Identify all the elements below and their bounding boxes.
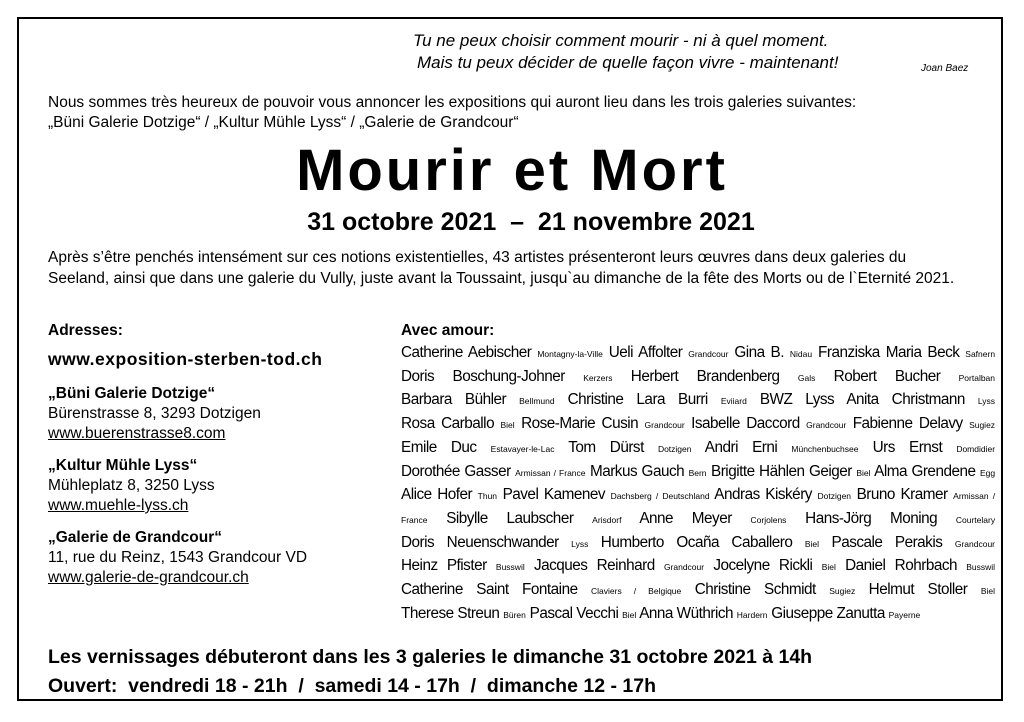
artist-name: Isabelle Daccord bbox=[691, 415, 800, 433]
gallery-link[interactable]: www.muehle-lyss.ch bbox=[48, 497, 189, 514]
artist-item bbox=[568, 439, 691, 456]
artist-location: Hardern bbox=[736, 609, 768, 620]
artist-item bbox=[771, 605, 920, 622]
artist-location: Lyss bbox=[571, 538, 589, 549]
artist-name: Giuseppe Zanutta bbox=[771, 604, 885, 622]
artist-location: Biel bbox=[856, 467, 871, 478]
quote-line-1: Tu ne peux choisir comment mourir - ni à quel moment. bbox=[413, 31, 829, 50]
artist-item bbox=[401, 463, 586, 480]
artist-name: Bruno Kramer bbox=[856, 486, 948, 504]
artist-item bbox=[705, 439, 859, 456]
artist-item bbox=[874, 463, 995, 480]
artist-location: Busswil bbox=[495, 562, 525, 573]
artist-name: Emile Duc bbox=[401, 438, 477, 456]
artist-item bbox=[530, 605, 637, 622]
artist-name: Daniel Rohrbach bbox=[845, 557, 958, 575]
artist-item bbox=[873, 439, 995, 456]
artist-name: Helmut Stoller bbox=[868, 581, 968, 599]
artist-name: Jacques Reinhard bbox=[533, 557, 655, 575]
artist-item bbox=[832, 534, 996, 551]
artist-item bbox=[401, 439, 554, 456]
artist-location: Grandcour bbox=[954, 538, 996, 549]
artist-name: Hans-Jörg Moning bbox=[805, 509, 938, 527]
artist-item bbox=[805, 510, 995, 527]
artist-item bbox=[534, 557, 704, 574]
artist-location: Egg bbox=[979, 467, 996, 478]
artist-name: Alma Grendene bbox=[874, 462, 976, 480]
artist-location: Biel bbox=[821, 562, 836, 573]
artist-item bbox=[818, 344, 995, 361]
artist-name: Christine Lara Burri bbox=[567, 391, 708, 409]
artist-location: Safnern bbox=[965, 349, 996, 359]
artist-location: Domdidier bbox=[956, 443, 996, 454]
artist-location: Dotzigen bbox=[817, 491, 852, 502]
artist-item bbox=[401, 486, 497, 503]
epigraph-quote bbox=[413, 30, 969, 74]
artist-name: Therese Streun bbox=[401, 604, 500, 622]
artist-location: Eviiard bbox=[720, 396, 747, 407]
artist-location: Grandcour bbox=[688, 349, 729, 359]
artist-location: Portalban bbox=[958, 372, 996, 383]
artist-name: Anne Meyer bbox=[639, 509, 732, 527]
artist-name: Urs Ernst bbox=[872, 438, 943, 456]
artist-name: Andras Kiskéry bbox=[714, 486, 812, 504]
artist-name: BWZ Lyss Anita Christmann bbox=[759, 391, 965, 409]
artist-location: Bellmund bbox=[519, 396, 555, 407]
artist-name: Fabienne Delavy bbox=[852, 415, 963, 433]
gallery-name: „Büni Galerie Dotzige“ bbox=[48, 385, 216, 402]
artist-item bbox=[401, 368, 613, 385]
artist-item bbox=[695, 581, 856, 598]
artist-item bbox=[401, 344, 603, 361]
website-link[interactable]: www.exposition-sterben-tod.ch bbox=[48, 349, 323, 369]
artist-item bbox=[711, 463, 871, 480]
quote-author: Joan Baez bbox=[921, 63, 969, 74]
artist-name: Gina B. bbox=[734, 344, 784, 361]
artist-name: Andri Erni bbox=[704, 438, 778, 456]
description-paragraph: Après s’être penchés intensément sur ces notions existentielles, 43 artistes présenteront leurs œuvres dans deux galeries du Seeland, ainsi que dans une galerie du Vully, juste avant la Toussaint, jusqu`au dimanche de la fête des Morts ou de l`Eternité 2021. bbox=[48, 249, 955, 287]
opening-hours-line: Ouvert: vendredi 18 - 21h / samedi 14 - 17h / dimanche 12 - 17h bbox=[48, 675, 656, 697]
gallery-address: Mühleplatz 8, 3250 Lyss bbox=[48, 477, 215, 494]
artist-location: Sugiez bbox=[829, 586, 856, 597]
artist-item bbox=[401, 534, 588, 551]
artist-location: Claviers / Belgique bbox=[591, 586, 682, 597]
artist-location: Münchenbuchsee bbox=[791, 443, 859, 454]
artist-item bbox=[631, 368, 816, 385]
artist-name: Doris Neuenschwander bbox=[401, 533, 559, 551]
addresses-column bbox=[48, 320, 388, 588]
artist-name: Catherine Saint Fontaine bbox=[401, 581, 578, 599]
artists-heading: Avec amour: bbox=[401, 322, 495, 339]
artist-name: Alice Hofer bbox=[401, 486, 473, 504]
artist-location: Biel bbox=[804, 538, 820, 549]
gallery-block bbox=[48, 528, 388, 588]
artist-item bbox=[845, 557, 995, 574]
artist-name: Pascale Perakis bbox=[831, 533, 943, 551]
artist-location: Payerne bbox=[888, 609, 921, 620]
artist-item bbox=[609, 344, 729, 361]
artists-list bbox=[401, 342, 995, 626]
exhibition-dates: 31 octobre 2021 – 21 novembre 2021 bbox=[307, 208, 755, 236]
artist-location: Kerzers bbox=[583, 372, 613, 383]
artist-item bbox=[590, 463, 707, 480]
artist-name: Jocelyne Rickli bbox=[713, 557, 813, 575]
artist-location: Dotzigen bbox=[657, 443, 692, 454]
gallery-address: Bürenstrasse 8, 3293 Dotzigen bbox=[48, 405, 261, 422]
artist-name: Brigitte Hählen Geiger bbox=[711, 462, 852, 480]
artist-item bbox=[601, 534, 819, 551]
artist-item bbox=[568, 391, 747, 408]
artist-name: Anna Wüthrich bbox=[639, 604, 734, 622]
artist-item bbox=[639, 510, 786, 527]
intro-line-2: „Büni Galerie Dotzige“ / „Kultur Mühle Lyss“ / „Galerie de Grandcour“ bbox=[48, 114, 519, 131]
artist-location: Nidau bbox=[789, 349, 813, 359]
artist-item bbox=[401, 557, 525, 574]
artist-name: Doris Boschung-Johner bbox=[401, 367, 565, 385]
artists-column bbox=[401, 320, 995, 626]
artist-location: Armissan / France bbox=[401, 491, 996, 525]
footer-info bbox=[48, 643, 812, 701]
artist-name: Herbert Brandenberg bbox=[630, 367, 780, 385]
artist-name: Rose-Marie Cusin bbox=[521, 415, 639, 433]
artist-location: Biel bbox=[980, 586, 996, 597]
artist-item bbox=[834, 368, 995, 385]
artist-location: Montagny-la-Ville bbox=[537, 349, 603, 359]
artist-location: Biel bbox=[500, 420, 515, 431]
artist-name: Dorothée Gasser bbox=[401, 462, 511, 480]
gallery-link[interactable]: www.buerenstrasse8.com bbox=[48, 425, 226, 442]
artist-name: Christine Schmidt bbox=[694, 581, 816, 599]
artist-location: Grandcour bbox=[663, 562, 705, 573]
artist-location: Corjolens bbox=[750, 514, 787, 525]
artist-item bbox=[446, 510, 621, 527]
artist-location: Armissan / France bbox=[515, 467, 586, 478]
artist-item bbox=[760, 391, 995, 408]
artist-item bbox=[853, 415, 995, 432]
artist-location: Courtelary bbox=[955, 514, 996, 525]
artist-location: Thun bbox=[477, 491, 498, 502]
vernissage-line: Les vernissages débuteront dans les 3 galeries le dimanche 31 octobre 2021 à 14h bbox=[48, 646, 813, 668]
gallery-address: 11, rue du Reinz, 1543 Grandcour VD bbox=[48, 549, 308, 566]
artist-item bbox=[714, 486, 851, 503]
artist-location: Gals bbox=[797, 372, 816, 383]
artist-item bbox=[713, 557, 836, 574]
artist-name: Barbara Bühler bbox=[401, 391, 507, 409]
artist-name: Franziska Maria Beck bbox=[818, 344, 960, 361]
artist-location: Arisdorf bbox=[592, 514, 622, 525]
gallery-name: „Kultur Mühle Lyss“ bbox=[48, 457, 198, 474]
artist-item bbox=[734, 344, 812, 361]
gallery-link[interactable]: www.galerie-de-grandcour.ch bbox=[48, 569, 249, 586]
gallery-name: „Galerie de Grandcour“ bbox=[48, 529, 222, 546]
artist-name: Sibylle Laubscher bbox=[446, 509, 574, 527]
artist-name: Robert Bucher bbox=[833, 367, 941, 385]
artist-item bbox=[521, 415, 685, 432]
artist-location: Grandcour bbox=[806, 420, 847, 431]
artist-name: Heinz Pfister bbox=[401, 557, 487, 575]
artist-item bbox=[869, 581, 995, 598]
artist-item bbox=[401, 415, 515, 432]
artist-location: Estavayer-le-Lac bbox=[490, 443, 555, 454]
gallery-block bbox=[48, 456, 388, 516]
intro-text bbox=[48, 93, 856, 133]
artist-name: Catherine Aebischer bbox=[401, 344, 532, 361]
artist-location: Sugiez bbox=[969, 420, 996, 431]
artist-name: Pascal Vecchi bbox=[529, 604, 619, 622]
artist-location: Büren bbox=[503, 609, 526, 620]
intro-line-1: Nous sommes très heureux de pouvoir vous annoncer les expositions qui auront lieu dans les trois galeries suivantes: bbox=[48, 94, 857, 111]
artist-location: Grandcour bbox=[644, 420, 685, 431]
artist-item bbox=[691, 415, 846, 432]
addresses-heading: Adresses: bbox=[48, 322, 123, 339]
artist-name: Markus Gauch bbox=[589, 462, 685, 480]
gallery-block bbox=[48, 384, 388, 444]
artist-item bbox=[639, 605, 767, 622]
artist-location: Dachsberg / Deutschland bbox=[610, 491, 710, 502]
artist-item bbox=[401, 605, 526, 622]
artist-name: Rosa Carballo bbox=[401, 415, 495, 433]
artist-location: Bern bbox=[688, 467, 707, 478]
artist-item bbox=[401, 581, 681, 598]
artist-name: Tom Dürst bbox=[568, 438, 644, 456]
artist-location: Busswil bbox=[966, 562, 996, 573]
artist-item bbox=[401, 391, 555, 408]
quote-line-2: Mais tu peux décider de quelle façon vivre - maintenant! bbox=[417, 53, 839, 72]
artist-location: Biel bbox=[622, 609, 637, 620]
page-title: Mourir et Mort bbox=[296, 138, 728, 203]
artist-name: Humberto Ocaña Caballero bbox=[600, 533, 793, 551]
artist-item bbox=[503, 486, 710, 503]
artist-location: Lyss bbox=[977, 396, 996, 407]
artist-name: Pavel Kamenev bbox=[502, 486, 606, 504]
artist-name: Ueli Affolter bbox=[608, 344, 683, 361]
